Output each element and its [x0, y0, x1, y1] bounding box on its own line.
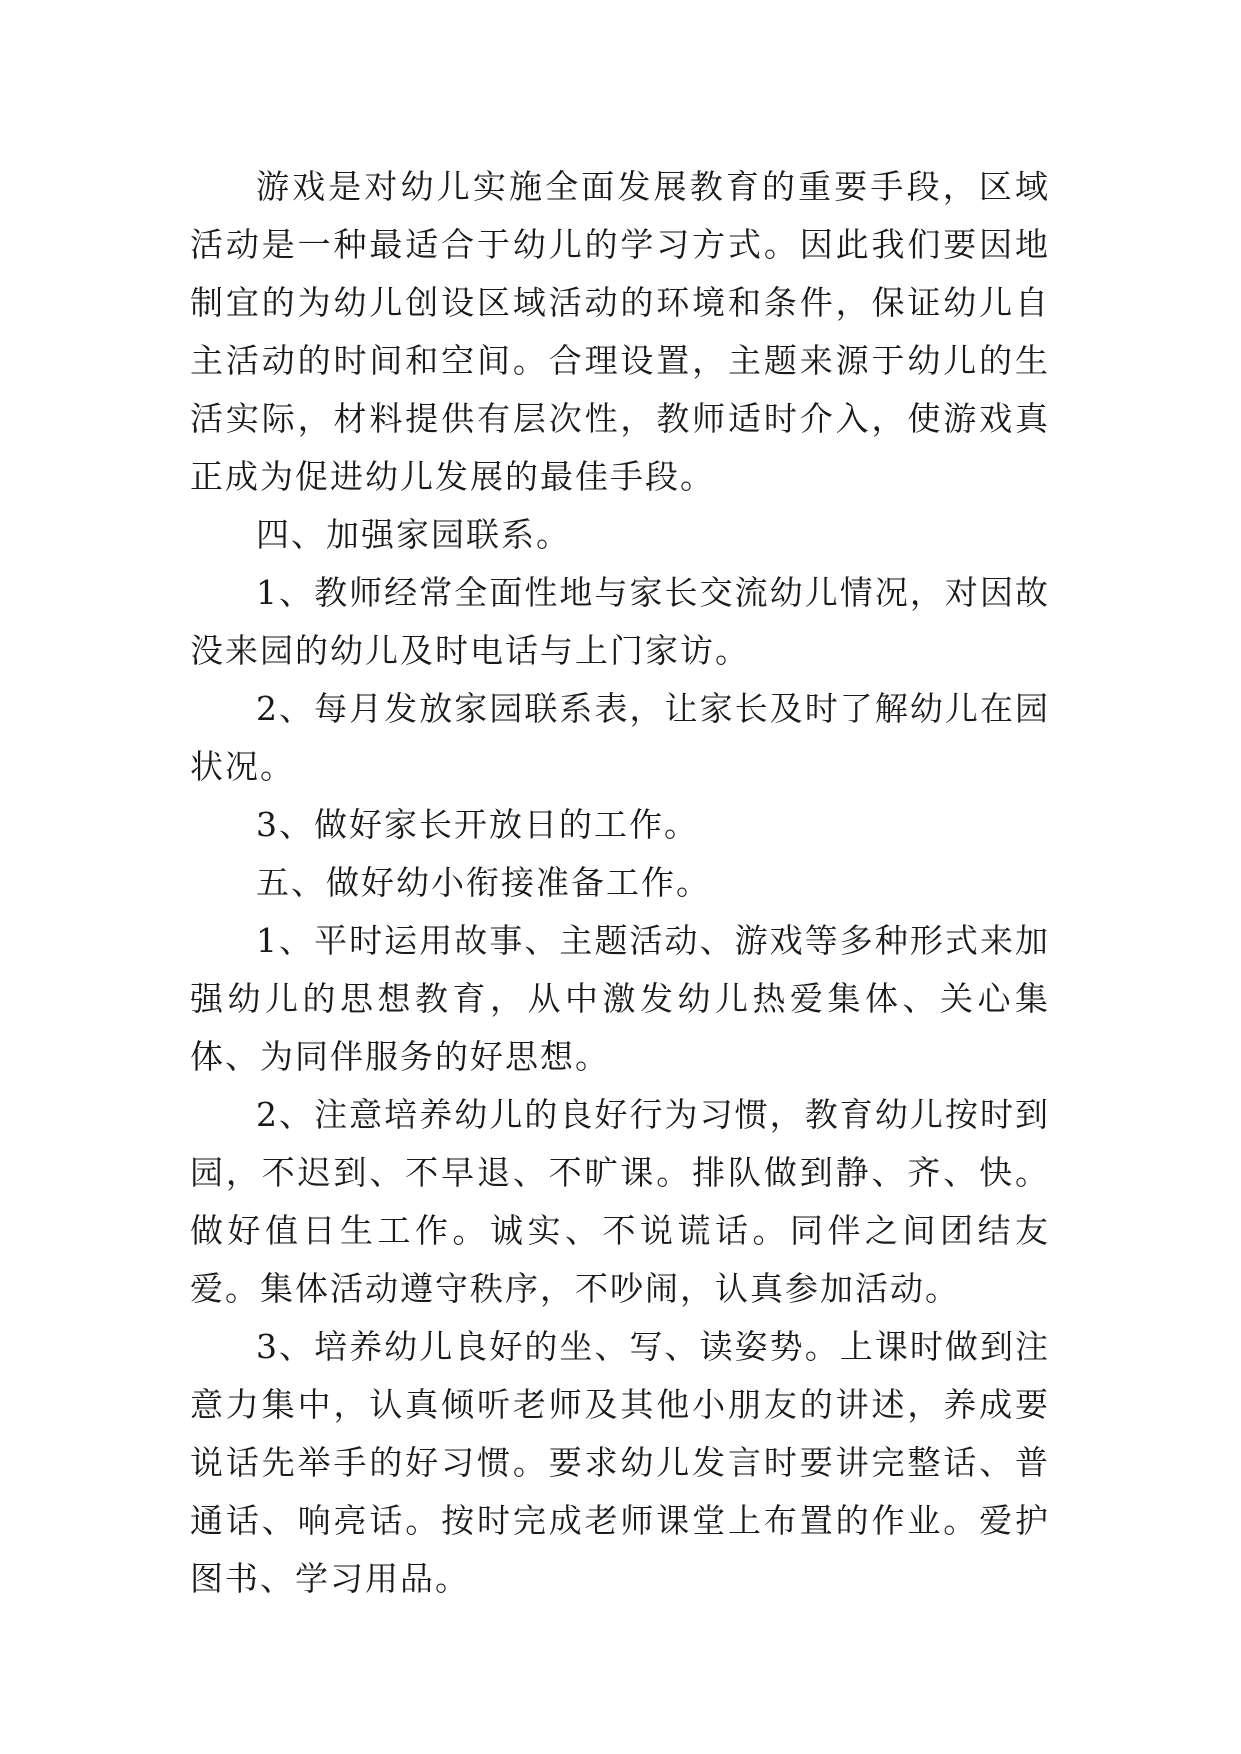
heading-home-school-contact: 四、加强家园联系。 — [256, 515, 571, 554]
paragraph-item-3-posture-habits: 3、培养幼儿良好的坐、写、读姿势。上课时做到注意力集中，认真倾听老师及其他小朋友的讲述，养成要说话先举手的好习惯。要求幼儿发言时要讲完整话、普通话、响亮话。按时完成老师课堂上布置的作业。爱护图书、学习用品。 — [190, 1327, 1050, 1598]
paragraph-item-1-parent-communication: 1、教师经常全面性地与家长交流幼儿情况，对因故没来园的幼儿及时电话与上门家访。 — [190, 573, 1050, 670]
paragraph-play-education: 游戏是对幼儿实施全面发展教育的重要手段，区域活动是一种最适合于幼儿的学习方式。因此我们要因地制宜的为幼儿创设区域活动的环境和条件，保证幼儿自主活动的时间和空间。合理设置，主题来源于幼儿的生活实际，材料提供有层次性，教师适时介入，使游戏真正成为促进幼儿发展的最佳手段。 — [190, 167, 1050, 496]
paragraph-item-1-moral-education: 1、平时运用故事、主题活动、游戏等多种形式来加强幼儿的思想教育，从中激发幼儿热爱集体、关心集体、为同伴服务的好思想。 — [190, 921, 1050, 1076]
heading-school-transition: 五、做好幼小衔接准备工作。 — [256, 863, 711, 902]
paragraph-item-3-open-day: 3、做好家长开放日的工作。 — [256, 805, 699, 844]
document-page — [190, 158, 1050, 1608]
paragraph-item-2-behavior-habits: 2、注意培养幼儿的良好行为习惯，教育幼儿按时到园，不迟到、不早退、不旷课。排队做到静、齐、快。做好值日生工作。诚实、不说谎话。同伴之间团结友爱。集体活动遵守秩序，不吵闹，认真参加活动。 — [190, 1095, 1050, 1308]
paragraph-item-2-contact-form: 2、每月发放家园联系表，让家长及时了解幼儿在园状况。 — [190, 689, 1050, 786]
